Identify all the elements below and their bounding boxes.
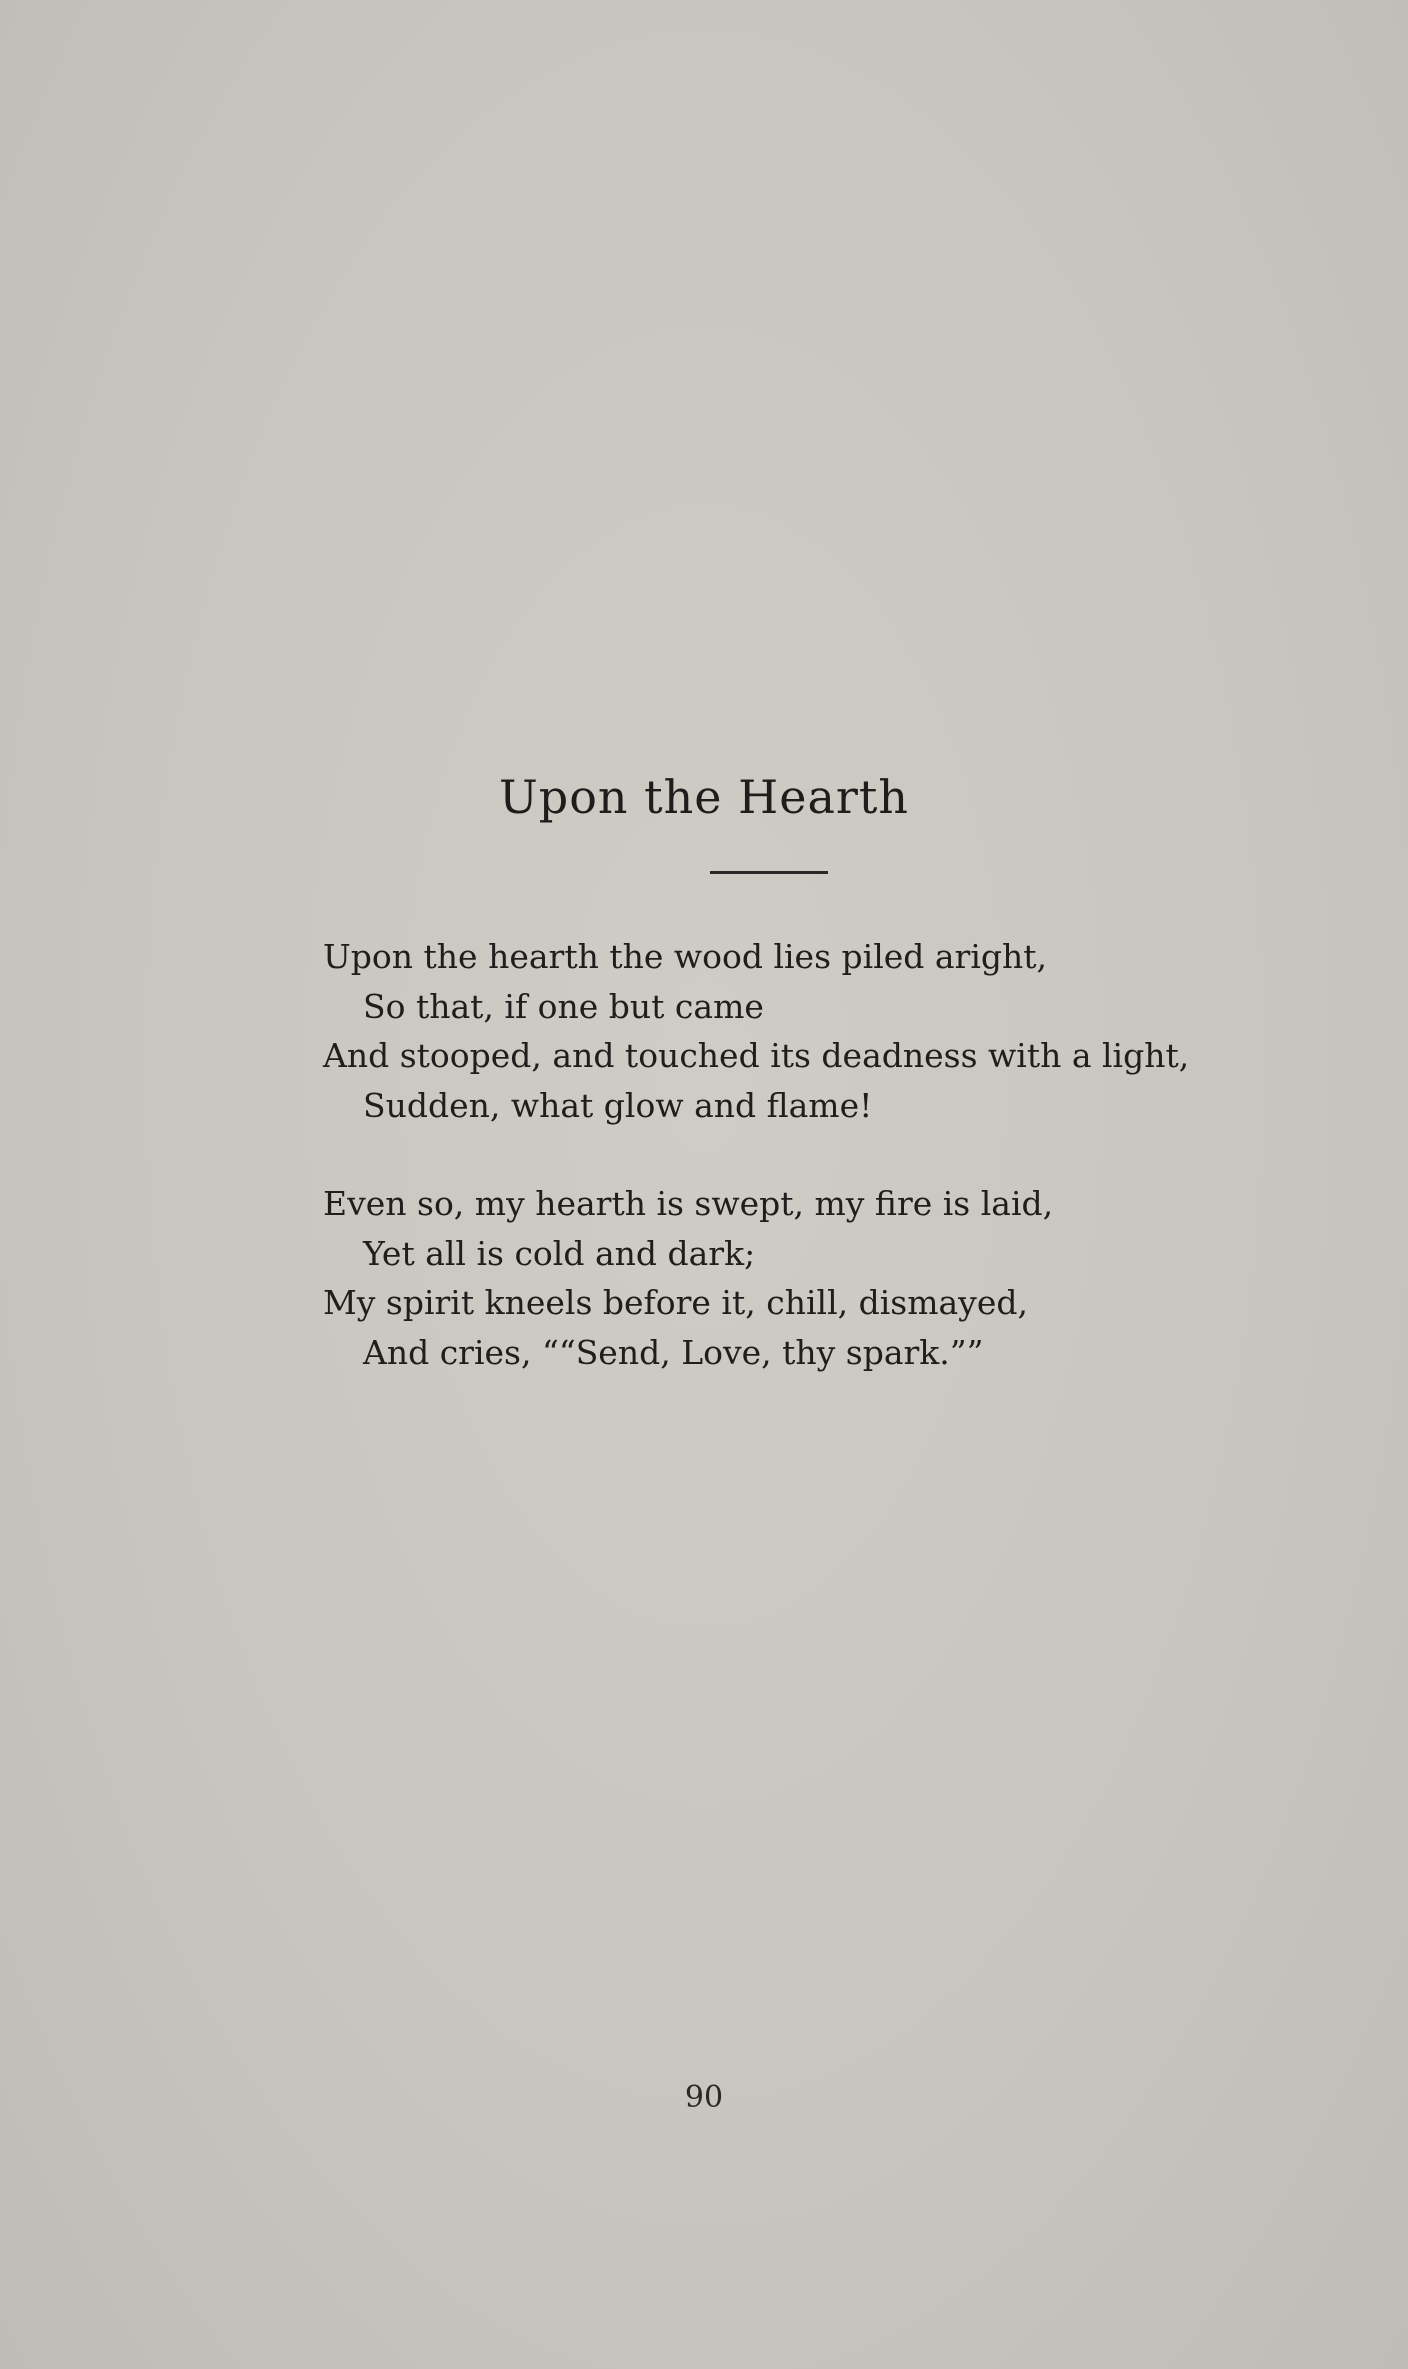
poem-line: And cries, ““Send, Love, thy spark.”” (363, 1332, 984, 1372)
poem-line: Upon the hearth the wood lies piled aright, (323, 937, 1048, 976)
stanza-1 (323, 932, 1363, 1130)
poem-line: Even so, my hearth is swept, my fire is laid, (323, 1184, 1054, 1223)
poem-title: Upon the Hearth (499, 770, 909, 824)
poem-line: And stooped, and touched its deadness with a light, (323, 1036, 1190, 1075)
stanza-2 (323, 1179, 1363, 1377)
poem-line: So that, if one but came (363, 986, 764, 1026)
poem-line: Sudden, what glow and flame! (363, 1085, 873, 1125)
poem-line: My spirit kneels before it, chill, dismayed, (323, 1283, 1028, 1322)
poem-body (323, 932, 1363, 1377)
poem-line: Yet all is cold and dark; (363, 1233, 756, 1273)
title-divider (710, 871, 828, 874)
page-number: 90 (684, 2080, 724, 2115)
